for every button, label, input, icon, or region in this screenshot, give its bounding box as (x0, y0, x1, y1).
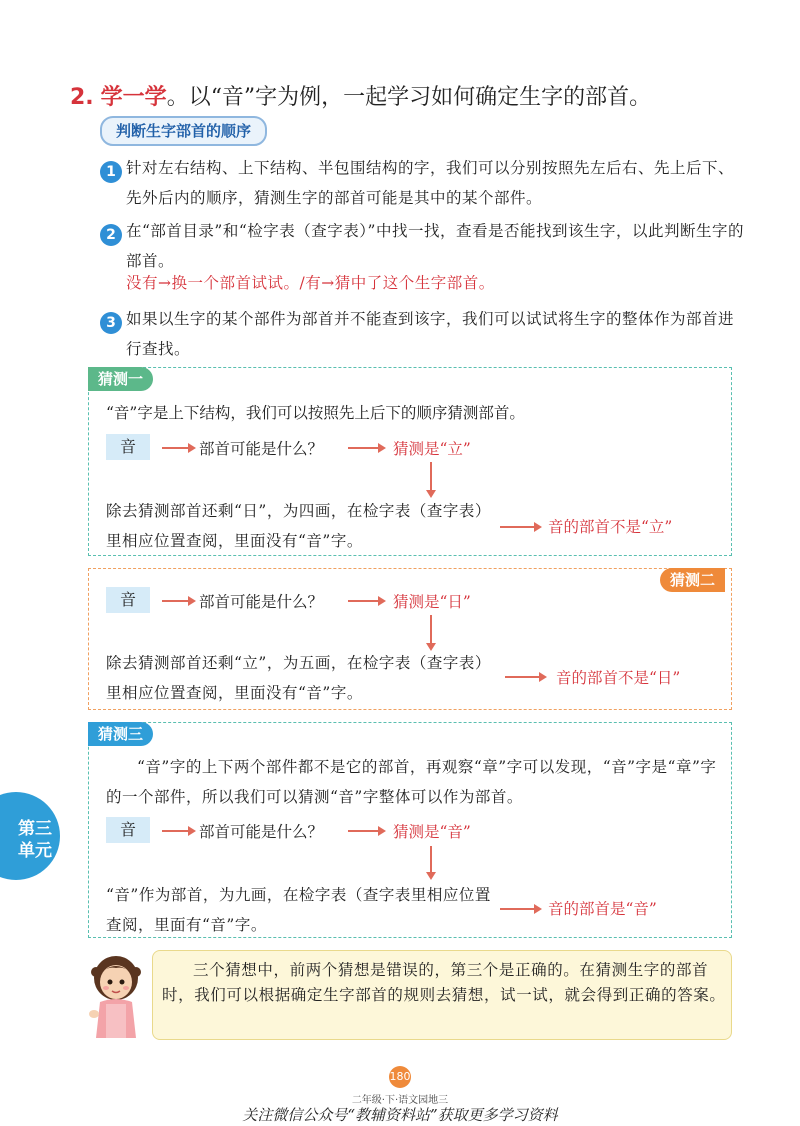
page-number: 180 (389, 1066, 411, 1088)
arrow-right (500, 908, 540, 910)
step-text-2: 在“部首目录”和“检字表（查字表）”中找一找，查看是否能找到该生字，以此判断生字的部首。 (126, 222, 744, 270)
section-heading-text: 。以“音”字为例，一起学习如何确定生字的部首。 (166, 85, 652, 110)
step-number-2: 2 (100, 224, 122, 246)
unit-tab (0, 792, 60, 880)
section-keyword: 学一学 (100, 85, 167, 110)
guess1-char-box: 音 (106, 434, 150, 460)
arrow-right (162, 447, 194, 449)
girl-illustration (84, 952, 148, 1038)
arrow-down (430, 462, 432, 496)
arrow-down (430, 615, 432, 649)
guess3-question: 部首可能是什么？ (199, 823, 324, 841)
arrow-right (500, 526, 540, 528)
unit-tab-line1: 第三 (18, 819, 52, 839)
step-number-3: 3 (100, 312, 122, 334)
guess1-para: 除去猜测部首还剩“日”，为四画，在检字表（查字表）里相应位置查阅，里面没有“音”字。 (106, 502, 491, 550)
guess2-para: 除去猜测部首还剩“立”，为五画，在检字表（查字表）里相应位置查阅，里面没有“音”字。 (106, 654, 491, 702)
section-number: 2. (70, 85, 94, 110)
arrow-right (162, 600, 194, 602)
step-number-1: 1 (100, 161, 122, 183)
unit-tab-line2: 单元 (18, 841, 52, 861)
guess3-guess: 猜测是“音” (393, 823, 471, 841)
guess3-result: 音的部首是“音” (548, 900, 657, 918)
footer-note: 关注微信公众号“教辅资料站”获取更多学习资料 (242, 1106, 558, 1124)
guess2-result: 音的部首不是“日” (556, 669, 681, 687)
step-text-3: 如果以生字的某个部件为部首并不能查到该字，我们可以试试将生字的整体作为部首进行查找。 (126, 310, 735, 358)
guess-tag-3: 猜测三 (88, 722, 153, 746)
guess3-para: “音”作为部首，为九画，在检字表（查字表里相应位置查阅，里面有“音”字。 (106, 886, 491, 934)
step-note-2: 没有→换一个部首试试。/有→猜中了这个生字部首。 (126, 274, 495, 292)
rule-banner: 判断生字部首的顺序 (100, 116, 267, 146)
guess3-char-box: 音 (106, 817, 150, 843)
guess1-intro: “音”字是上下结构，我们可以按照先上后下的顺序猜测部首。 (106, 404, 525, 422)
arrow-down (430, 846, 432, 878)
summary-text: 三个猜想中，前两个猜想是错误的，第三个是正确的。在猜测生字的部首时，我们可以根据确定生字部首的规则去猜想，试一试，就会得到正确的答案。 (162, 961, 726, 1004)
arrow-right (162, 830, 194, 832)
arrow-right (348, 447, 384, 449)
step-text-1: 针对左右结构、上下结构、半包围结构的字，我们可以分别按照先左后右、先上后下、先外后内的顺序，猜测生字的部首可能是其中的某个部件。 (126, 159, 735, 207)
guess-tag-1: 猜测一 (88, 367, 153, 391)
guess2-guess: 猜测是“日” (393, 593, 471, 611)
guess2-char-box: 音 (106, 587, 150, 613)
arrow-right (348, 830, 384, 832)
guess2-question: 部首可能是什么？ (199, 593, 324, 611)
guess-tag-2: 猜测二 (660, 568, 725, 592)
guess1-question: 部首可能是什么？ (199, 440, 324, 458)
section-heading (70, 80, 651, 111)
guess3-intro: “音”字的上下两个部件都不是它的部首，再观察“章”字可以发现，“音”字是“章”字的一个部件，所以我们可以猜测“音”字整体可以作为部首。 (106, 758, 717, 806)
arrow-right (348, 600, 384, 602)
guess1-result: 音的部首不是“立” (548, 518, 673, 536)
arrow-right (505, 676, 545, 678)
guess1-guess: 猜测是“立” (393, 440, 471, 458)
footer-subtitle: 二年级·下·语文园地三 (351, 1095, 449, 1106)
